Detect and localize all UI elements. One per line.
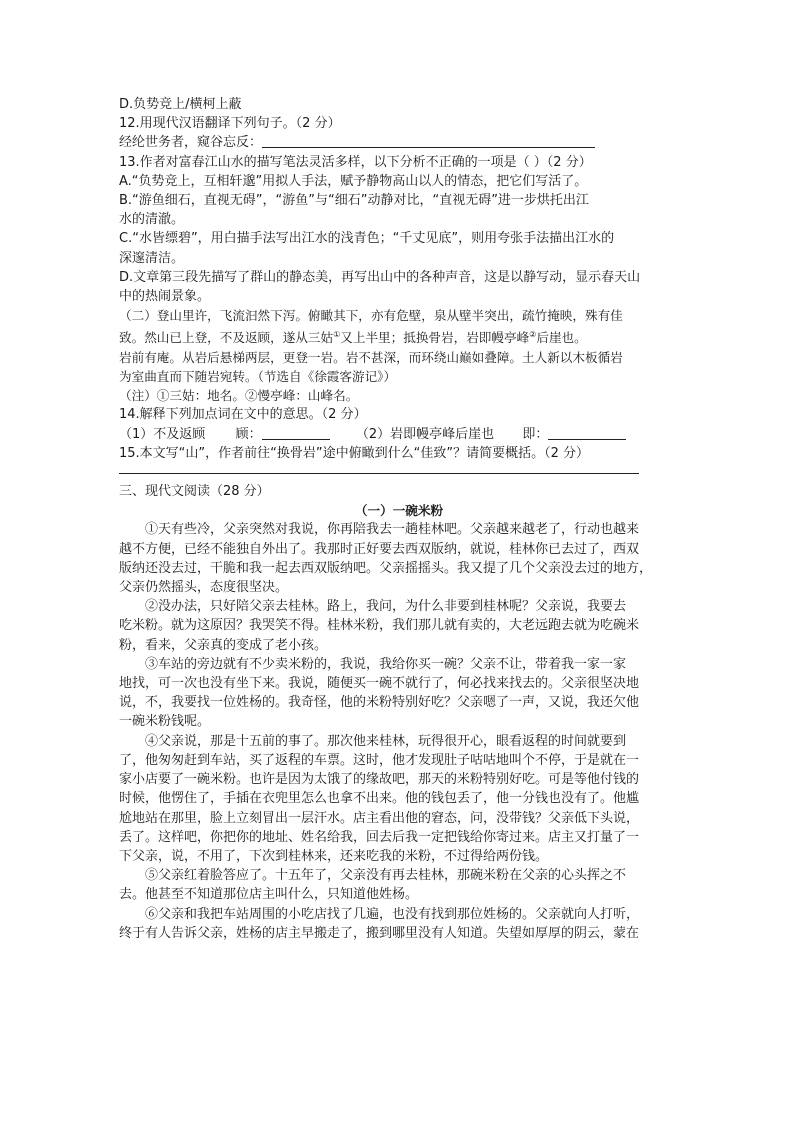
q13-option-b-line1: B.“游鱼细石，直视无碍”，“游鱼”与“细石”动静对比，“直视无碍”进一步烘托出江	[119, 193, 589, 209]
p2-line: 吃米粉。就为这原因？我哭笑不得。桂林米粉，我们那儿就有卖的，大老远跑去就为吃碗米	[119, 618, 640, 634]
paragraph-4	[119, 732, 679, 866]
q14-blank2[interactable]	[548, 426, 626, 440]
p5-line: 去。他甚至不知道那位店主叫什么，只知道他姓杨。	[119, 887, 419, 903]
p3-line: 地找，可一次也没有坐下来。我说，随便买一碗不就行了，何必找来找去的。父亲很坚决地	[119, 676, 640, 692]
q12-answer-blank[interactable]	[262, 134, 595, 148]
p4-line: 下父亲，说，不用了，下次到桂林来，还来吃我的米粉，不过得给两份钱。	[119, 848, 549, 864]
option-d-q11: D.负势竞上/横柯上蔽	[119, 97, 242, 112]
p3-line: 说，不，我要找一位姓杨的。我奇怪，他的米粉特别好吃？父亲嗯了一声，又说，我还欠他	[119, 695, 640, 711]
q15-title: 15.本文写“山”，作者前往“换骨岩”途中俯瞰到什么“佳致”？请简要概括。（2 分）	[119, 445, 589, 461]
section3-heading: 三、现代文阅读（28 分）	[119, 484, 270, 500]
q13-option-d-line2: 中的热闹景象。	[119, 289, 211, 305]
p4-line: 丢了。这样吧，你把你的地址、姓名给我，回去后我一定把钱给你寄过来。店主又打量了一	[119, 829, 640, 845]
q14-item2: （2）岩即幔亭峰后崖也	[355, 426, 495, 442]
passage2-line4: 为室曲直而下随岩宛转。（节选自《徐霞客游记》）	[119, 369, 397, 385]
q13-title: 13.作者对富春江山水的描写笔法灵活多样，以下分析不正确的一项是（ ）（2 分）	[119, 154, 592, 170]
paragraph-5	[119, 866, 679, 904]
q12-sentence: 经纶世务者，窥谷忘反：	[119, 135, 263, 151]
paragraph-1	[119, 520, 679, 597]
q14-items-row	[119, 425, 679, 444]
q14-label1: 顾：	[235, 426, 262, 442]
p1-line: 版纳还没去过，干脆和我一起去西双版纳吧。父亲摇摇头。我又提了几个父亲没去过的地方，	[119, 560, 653, 576]
paragraph-3	[119, 655, 679, 732]
p4-line: 时候，他愣住了，手插在衣兜里怎么也拿不出来。他的钱包丢了，他一分钱也没有了。他尴	[119, 791, 640, 807]
passage-title: （一）一碗米粉	[354, 503, 444, 519]
q12-title: 12.用现代汉语翻译下列句子。（2 分）	[119, 116, 341, 132]
p6-line: ⑥父亲和我把车站周围的小吃店找了几遍，也没有找到那位姓杨的。父亲就向人打听，	[145, 906, 640, 922]
passage2-line2-a: 致。然山已上登，不及返顾，遂从三姑	[119, 330, 334, 346]
footnote-1-mark: ①	[333, 330, 341, 340]
q13-option-a: A.“负势竞上，互相轩邈”用拟人手法，赋予静物高山以人的情态，把它们写活了。	[119, 173, 588, 189]
p4-line: 家小店要了一碗米粉。也许是因为太饿了的缘故吧，那天的米粉特别好吃。可是等他付钱的	[119, 772, 640, 788]
p6-line: 终于有人告诉父亲，姓杨的店主早搬走了，搬到哪里没有人知道。失望如厚厚的阴云，蒙在	[119, 925, 640, 941]
q13-option-c-line1: C.“水皆缥碧”，用白描手法写出江水的浅青色；“千丈见底”，则用夸张手法描出江水的	[119, 231, 615, 247]
passage2-line3: 岩前有庵。从岩后悬梯两层，更登一岩。岩不甚深，而环绕山巅如叠障。土人新以木板循岩	[119, 349, 623, 365]
p4-line: ④父亲说，那是十五前的事了。那次他来桂林，玩得很开心，眼看返程的时间就要到	[145, 733, 627, 749]
q15-answer-line[interactable]	[119, 463, 639, 474]
passage2-line2-c: 后崖也。	[536, 330, 587, 346]
exam-page	[119, 95, 679, 943]
p3-line: 一碗米粉钱呢。	[119, 714, 211, 730]
p1-line: 越不方便，已经不能独自外出了。我那时正好要去西双版纳，就说，桂林你已去过了，西双	[119, 541, 640, 557]
q13-option-d-line1: D.文章第三段先描写了群山的静态美，再写出山中的各种声音，这是以静写动，显示春天山	[119, 269, 641, 285]
passage2-line2-b: 又上半里；抵换骨岩，岩即幔亭峰	[340, 330, 530, 346]
q14-title: 14.解释下列加点词在文中的意思。（2 分）	[119, 407, 367, 423]
q13-option-b-line2: 水的清澈。	[119, 212, 185, 228]
q14-label2: 即：	[522, 426, 549, 442]
p2-line: ②没办法，只好陪父亲去桂林。路上，我问，为什么非要到桂林呢？父亲说，我要去	[145, 599, 627, 615]
p3-line: ③车站的旁边就有不少卖米粉的，我说，我给你买一碗？父亲不让，带着我一家一家	[145, 656, 627, 672]
q12-sentence-row	[119, 133, 679, 152]
passage2-line1: （二）登山里许，飞流汩然下泻。俯瞰其下，亦有危壁，泉从壁半突出，疏竹掩映，殊有佳	[119, 308, 623, 324]
footnote-2-mark: ②	[529, 330, 537, 340]
q14-item1: （1）不及返顾	[119, 426, 206, 442]
p4-line: 尬地站在那里，脸上立刻冒出一层汗水。店主看出他的窘态，问，没带钱？父亲低下头说，	[119, 810, 640, 826]
q13-option-c-line2: 深邃清洁。	[119, 250, 185, 266]
p2-line: 粉，看来，父亲真的变成了老小孩。	[119, 637, 328, 653]
passage2-line2	[119, 325, 679, 347]
p5-line: ⑤父亲红着脸答应了。十五年了，父亲没有再去桂林，那碗米粉在父亲的心头挥之不	[145, 868, 627, 884]
q14-blank1[interactable]	[262, 426, 330, 440]
p1-line: 父亲仍然摇头，态度很坚决。	[119, 580, 289, 596]
paragraph-6	[119, 905, 679, 943]
passage2-note: （注）①三姑：地名。②慢亭峰：山峰名。	[119, 388, 359, 404]
p1-line: ①天有些冷，父亲突然对我说，你再陪我去一趟桂林吧。父亲越来越老了，行动也越来	[145, 522, 640, 538]
p4-line: 了，他匆匆赶到车站，买了返程的车票。这时，他才发现肚子咕咕地叫个不停，于是就在一	[119, 752, 640, 768]
paragraph-2	[119, 597, 679, 655]
